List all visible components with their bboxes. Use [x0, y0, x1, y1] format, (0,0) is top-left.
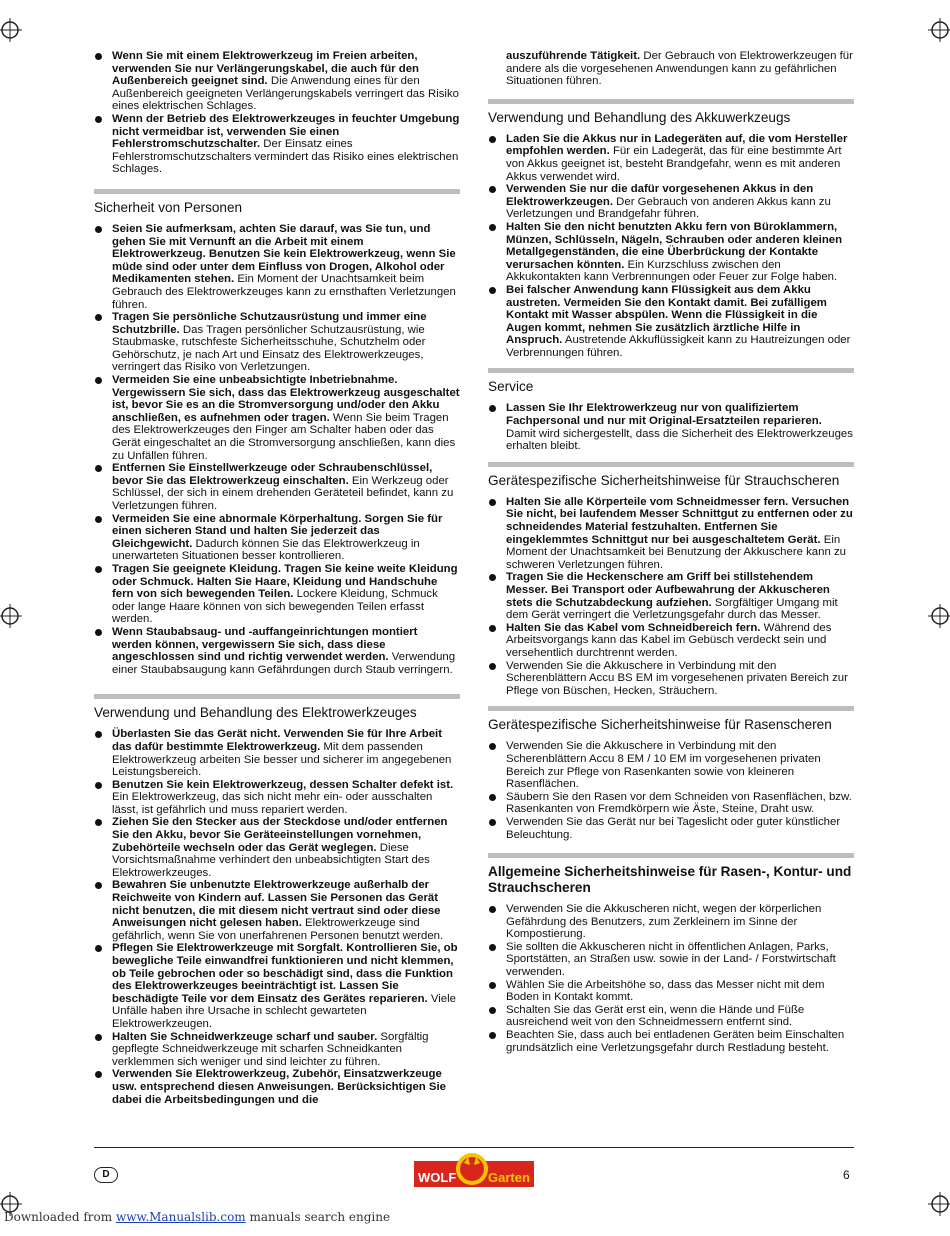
list-item-bold: Wenn der Betrieb des Elektrowerkzeuges in feuchter Umgebung nicht vermeidbar ist, verwenden Sie einen Fehlerstromschutzschalter. — [112, 112, 460, 151]
watermark-suffix: manuals search engine — [245, 1210, 391, 1224]
bullet-icon — [489, 906, 496, 913]
list-item-text: Ein Moment der Unachtsamkeit bei Benutzung der Akkuschere kann zu schweren Verletzungen führen. — [506, 533, 847, 571]
list-item — [94, 311, 460, 374]
list-item — [488, 183, 854, 221]
section-divider — [488, 99, 854, 104]
list-item — [488, 133, 854, 183]
list-item-bold: Entfernen Sie Einstellwerkzeuge oder Schraubenschlüssel, bevor Sie das Elektrowerkzeug einschalten. — [112, 462, 433, 487]
download-watermark — [4, 1210, 390, 1224]
watermark-prefix: Downloaded from — [4, 1210, 116, 1224]
list-item-text: Lockere Kleidung, Schmuck oder lange Haare können von sich bewegenden Teilen erfasst werden. — [112, 588, 438, 626]
bullet-icon — [95, 731, 102, 738]
list-item — [488, 791, 854, 816]
wolf-garten-logo — [414, 1153, 534, 1189]
list-item — [488, 941, 854, 979]
continuation-text: Der Gebrauch von Elektrowerkzeugen für andere als die vorgesehenen Anwendungen kann zu gefährlichen Situationen führen. — [506, 50, 853, 88]
personen-list — [94, 223, 460, 676]
bullet-icon — [95, 377, 102, 384]
list-item — [94, 513, 460, 563]
list-item-bold: Tragen Sie geeignete Kleidung. Tragen Sie keine weite Kleidung oder Schmuck. Halten Sie Haare, Kleidung und Handschuhe fern von sich bewegenden Teilen. — [112, 562, 458, 601]
page-number: 6 — [843, 1168, 850, 1182]
list-item-bold: Halten Sie Schneidwerkzeuge scharf und sauber. — [112, 1030, 378, 1043]
list-item-bold: Ziehen Sie den Stecker aus der Steckdose und/oder entfernen Sie den Akku, bevor Sie Geräteeinstellungen vornehmen, Zubehörteile wechseln oder das Gerät weglegen. — [112, 816, 448, 854]
section-title-strauch: Gerätespezifische Sicherheitshinweise für Strauchscheren — [488, 472, 840, 488]
language-badge: D — [94, 1167, 118, 1183]
bullet-icon — [489, 186, 496, 193]
strauch-list — [488, 496, 854, 698]
list-item — [488, 221, 854, 284]
list-item-text: Die Anwendung eines für den Außenbereich geeigneten Verlängerungskabels verringert das Risiko eines elektrischen Schlages. — [112, 75, 459, 113]
list-item — [488, 979, 854, 1004]
section-strauch — [488, 462, 854, 698]
bullet-icon — [95, 882, 102, 889]
list-item-text: Damit wird sichergestellt, dass die Sicherheit des Elektrowerkzeuges erhalten bleibt. — [506, 427, 853, 453]
list-item — [94, 942, 460, 1030]
bullet-icon — [489, 794, 496, 801]
list-item-text: Ein Moment der Unachtsamkeit beim Gebrauch des Elektrowerkzeuges kann zu ernsthaften Verletzungen führen. — [112, 273, 456, 311]
bullet-icon — [95, 226, 102, 233]
list-item-bold: Vermeiden Sie eine abnormale Körperhaltung. Sorgen Sie für einen sicheren Stand und halten Sie jederzeit das Gleichgewicht. — [112, 512, 443, 550]
list-item — [94, 1068, 460, 1106]
list-item-bold: Verwenden Sie Elektrowerkzeug, Zubehör, Einsatzwerkzeuge usw. entsprechend diesen Anweisungen. Berücksichtigen Sie dabei die Arbeitsbedingungen und die — [112, 1068, 446, 1106]
bullet-icon — [489, 405, 496, 412]
list-item-text: Ein Werkzeug oder Schlüssel, der sich in einem drehenden Geräteteil befindet, kann zu Verletzungen führen. — [112, 474, 454, 512]
list-item — [488, 284, 854, 360]
list-item-bold: Verwenden Sie nur die dafür vorgesehenen Akkus in den Elektrowerkzeugen. — [506, 183, 814, 208]
list-item-bold: Wenn Staubabsaug- und -auffangeinrichtungen montiert werden können, vergewissern Sie sich, dass diese angeschlossen sind und richtig verwendet werden. — [112, 625, 418, 664]
section-title-personen: Sicherheit von Personen — [94, 199, 243, 215]
bullet-icon — [95, 516, 102, 523]
crop-mark-icon — [0, 604, 22, 628]
bullet-icon — [489, 743, 496, 750]
logo-graphic — [414, 1153, 534, 1189]
rasen-list — [488, 740, 854, 841]
list-item-bold: Tragen Sie die Heckenschere am Griff bei stillstehendem Messer. Bei Transport oder Aufbewahrung der Akkuscheren stets die Schutzabdeckung aufziehen. — [506, 571, 830, 609]
list-item-text: Elektrowerkzeuge sind gefährlich, wenn Sie von unerfahrenen Personen benutzt werden. — [112, 917, 444, 942]
list-item-bold: Seien Sie aufmerksam, achten Sie darauf, was Sie tun, und gehen Sie mit Vernunft an die Arbeit mit einem Elektrowerkzeug. Benutzen Sie kein Elektrowerkzeug, wenn Sie müde sind oder unter dem Einfluss von Drogen, Alkohol oder Medikamenten stehen. — [112, 222, 456, 286]
intro-list — [94, 50, 460, 176]
bullet-icon — [95, 53, 102, 60]
akku-list — [488, 133, 854, 360]
bullet-icon — [489, 819, 496, 826]
list-item — [488, 660, 854, 698]
section-divider — [488, 853, 854, 858]
list-item-bold: Benutzen Sie kein Elektrowerkzeug, dessen Schalter defekt ist. — [112, 778, 454, 791]
list-item-text: Mit dem passenden Elektrowerkzeug arbeiten Sie besser und sicherer im angegebenen Leistungsbereich. — [112, 740, 452, 779]
list-item — [94, 462, 460, 512]
list-item-bold: Bei falscher Anwendung kann Flüssigkeit aus dem Akku austreten. Vermeiden Sie den Kontakt damit. Bei zufälligem Kontakt mit Wasser abspülen. Wenn die Flüssigkeit in die Augen kommt, nehmen Sie zusätzlich ärztliche Hilfe in Anspruch. — [506, 283, 827, 347]
list-item — [94, 563, 460, 626]
manualslib-link[interactable]: www.Manualslib.com — [115, 1210, 246, 1224]
section-elektro — [94, 694, 460, 1106]
list-item-bold: Überlasten Sie das Gerät nicht. Verwenden Sie für Ihre Arbeit das dafür bestimmte Elektrowerkzeug. — [112, 728, 443, 753]
section-title-service: Service — [488, 379, 534, 395]
list-item — [94, 879, 460, 942]
list-item-text: Schalten Sie das Gerät erst ein, wenn die Hände und Füße ausreichend weit von den Schneidmessern entfernt sind. — [506, 1003, 805, 1029]
list-item-bold: Laden Sie die Akkus nur in Ladegeräten auf, die vom Hersteller empfohlen werden. — [506, 132, 848, 158]
list-item-text: Verwenden Sie die Akkuschere in Verbindung mit den Scherenblättern Accu 8 EM / 10 EM im vorgesehenen privaten Bereich zur Pflege von Rasenkanten sowie von kleineren Rasenflächen. — [506, 740, 821, 791]
section-divider — [488, 368, 854, 373]
bullet-icon — [95, 782, 102, 789]
section-allgemein — [488, 853, 854, 1054]
crop-mark-icon — [928, 18, 950, 42]
bullet-icon — [489, 499, 496, 506]
service-list — [488, 402, 854, 452]
list-item — [488, 740, 854, 790]
list-item-bold: Halten Sie alle Körperteile vom Schneidmesser fern. Versuchen Sie nicht, bei laufendem Messer Schnittgut zu entfernen oder zu schneidendes Material festzuhalten. Entfernen Sie eingeklemmtes Schnittgut nur bei ausgeschaltetem Gerät. — [506, 495, 853, 546]
list-item-bold: Vermeiden Sie eine unbeabsichtigte Inbetriebnahme. Vergewissern Sie sich, dass das Elektrowerkzeug ausgeschaltet ist, bevor Sie es an die Stromversorgung und/oder den Akku anschließen, es aufnehmen oder tragen. — [112, 374, 460, 424]
list-item — [94, 50, 460, 113]
bullet-icon — [489, 625, 496, 632]
section-divider — [94, 694, 460, 699]
bullet-icon — [489, 944, 496, 951]
section-title-elektro: Verwendung und Behandlung des Elektrowerkzeuges — [94, 705, 417, 721]
allgemein-list — [488, 903, 854, 1054]
list-item-text: Dadurch können Sie das Elektrowerkzeug in unerwarteten Situationen besser kontrollieren. — [112, 537, 420, 563]
list-item — [94, 113, 460, 176]
continuation-bold: auszuführende Tätigkeit. — [506, 50, 641, 62]
list-item — [488, 1004, 854, 1029]
list-item-bold: Tragen Sie persönliche Schutzausrüstung und immer eine Schutzbrille. — [112, 311, 427, 336]
list-item-bold: Halten Sie den nicht benutzten Akku fern von Büroklammern, Münzen, Schlüsseln, Nägeln, Schrauben oder anderen kleinen Metallgegenständen, die eine Überbrückung der Kontakte verursachen könnten. — [506, 220, 843, 271]
list-item-text: Sorgfältiger Umgang mit dem Gerät verringert die Verletzungsgefahr durch das Messer. — [506, 596, 838, 622]
bullet-icon — [489, 574, 496, 581]
bullet-icon — [95, 819, 102, 826]
bullet-icon — [95, 629, 102, 636]
list-item — [488, 622, 854, 660]
section-divider — [488, 462, 854, 467]
left-column — [94, 50, 460, 1106]
list-item — [94, 626, 460, 676]
list-item — [488, 496, 854, 572]
bullet-icon — [95, 116, 102, 123]
section-title-allgemein: Allgemeine Sicherheitshinweise für Rasen-, Kontur- und Strauchscheren — [488, 864, 852, 896]
list-item-text: Sie sollten die Akkuscheren nicht in öffentlichen Anlagen, Parks, Sportstätten, an Straßen usw. sowie in der Land- / Forstwirtschaft verwenden. — [506, 940, 836, 979]
crop-mark-icon — [928, 1192, 950, 1216]
bullet-icon — [95, 314, 102, 321]
list-item — [94, 816, 460, 879]
list-item — [488, 402, 854, 452]
bullet-icon — [489, 1007, 496, 1014]
bullet-icon — [95, 1034, 102, 1041]
list-item — [94, 374, 460, 462]
crop-mark-icon — [0, 18, 22, 42]
list-item-text: Während des Arbeitsvorgangs kann das Kabel im Gebüsch verdeckt sein und versehentlich durchtrennt werden. — [506, 621, 832, 659]
logo-wolf-text: WOLF — [418, 1170, 457, 1185]
list-item — [488, 571, 854, 621]
bullet-icon — [489, 663, 496, 670]
bullet-icon — [489, 1032, 496, 1039]
list-item-text: Beachten Sie, dass auch bei entladenen Geräten beim Einschalten grundsätzlich eine Verletzungsgefahr durch Restladung besteht. — [506, 1029, 845, 1054]
list-item-text: Säubern Sie den Rasen vor dem Schneiden von Rasenflächen, bzw. Rasenkanten von Fremdkörpern wie Äste, Steine, Draht usw. — [506, 790, 852, 816]
list-item-text: Diese Vorsichtsmaßnahme verhindert den unbeabsichtigten Start des Elektrowerkzeuges. — [112, 841, 430, 879]
bullet-icon — [95, 465, 102, 472]
list-item-text: Wählen Sie die Arbeitshöhe so, dass das Messer nicht mit dem Boden in Kontakt kommt. — [506, 978, 825, 1004]
bullet-icon — [95, 1071, 102, 1078]
section-divider — [488, 706, 854, 711]
list-item — [94, 1031, 460, 1069]
section-title-akku: Verwendung und Behandlung des Akkuwerkzeugs — [488, 109, 791, 125]
elektro-list — [94, 728, 460, 1106]
bullet-icon — [489, 287, 496, 294]
list-item-text: Der Gebrauch von anderen Akkus kann zu Verletzungen und Brandgefahr führen. — [506, 195, 831, 221]
section-title-rasen: Gerätespezifische Sicherheitshinweise für Rasenscheren — [488, 717, 832, 733]
crop-mark-icon — [928, 604, 950, 628]
list-item-text: Wenn Sie beim Tragen des Elektrowerkzeuges den Finger am Schalter haben oder das Gerät eingeschaltet an die Stromversorgung anschließen, kann dies zu Unfällen führen. — [112, 411, 456, 462]
bullet-icon — [95, 566, 102, 573]
list-item — [94, 223, 460, 311]
section-service — [488, 368, 854, 452]
list-item-text: Austretende Akkuflüssigkeit kann zu Hautreizungen oder Verbrennungen führen. — [506, 334, 851, 359]
list-item-text: Verwenden Sie das Gerät nur bei Tageslicht oder guter künstlicher Beleuchtung. — [506, 815, 841, 841]
list-item-text: Ein Elektrowerkzeug, das sich nicht mehr ein- oder ausschalten lässt, ist gefährlich und muss repariert werden. — [112, 791, 433, 816]
list-item — [94, 728, 460, 778]
logo-garten-text: Garten — [488, 1170, 530, 1185]
logo-wolf-face — [460, 1157, 484, 1181]
footer-divider — [94, 1147, 854, 1148]
list-item — [488, 816, 854, 841]
list-item-bold: Lassen Sie Ihr Elektrowerkzeug nur von qualifiziertem Fachpersonal und nur mit Original-Ersatzteilen reparieren. — [506, 402, 822, 428]
continuation-paragraph — [488, 50, 854, 88]
bullet-icon — [489, 982, 496, 989]
list-item-bold: Bewahren Sie unbenutzte Elektrowerkzeuge außerhalb der Reichweite von Kindern auf. Lassen Sie Personen das Gerät nicht benutzen, die mit diesem nicht vertraut sind oder diese Anweisungen nicht gelesen haben. — [112, 879, 441, 930]
section-personen — [94, 189, 460, 676]
list-item-text: Das Tragen persönlicher Schutzausrüstung, wie Staubmaske, rutschfeste Sicherheitsschuhe, Schutzhelm oder Gehörschutz, je nach Art und Einsatz des Elektrowerkzeuges, verringert das Risiko von Verletzungen. — [112, 323, 426, 374]
list-item-text: Verwendung einer Staubabsaugung kann Gefährdungen durch Staub verringern. — [112, 651, 456, 676]
section-akku — [488, 99, 854, 360]
list-item-bold: Pflegen Sie Elektrowerkzeuge mit Sorgfalt. Kontrollieren Sie, ob bewegliche Teile einwandfrei funktionieren und nicht klemmen, ob Teile gebrochen oder so beschädigt sind, dass die Funktion des Elektrowerkzeuges beeinträchtigt ist. Lassen Sie beschädigte Teile vor dem Einsatz des Gerätes reparieren. — [112, 942, 458, 1005]
list-item-bold: Halten Sie das Kabel vom Schneidbereich fern. — [506, 621, 761, 634]
list-item — [94, 779, 460, 817]
list-item — [488, 1029, 854, 1054]
bullet-icon — [95, 945, 102, 952]
list-item-text: Ein Kurzschluss zwischen den Akkukontakten kann Verbrennungen oder Feuer zur Folge haben. — [506, 258, 838, 284]
section-rasen — [488, 706, 854, 841]
list-item-text: Verwenden Sie die Akkuschere in Verbindung mit den Scherenblättern Accu BS EM im vorgesehenen privaten Bereich zur Pflege von Büschen, Hecken, Sträuchern. — [506, 659, 848, 697]
list-item-text: Verwenden Sie die Akkuscheren nicht, wegen der körperlichen Gefährdung des Benutzers, zum Zerkleinern im Sinne der Kompostierung. — [506, 903, 822, 941]
list-item-text: Sorgfältig gepflegte Schneidwerkzeuge mit scharfen Schneidkanten verklemmen sich weniger und sind leichter zu führen. — [112, 1030, 429, 1068]
section-divider — [94, 189, 460, 194]
list-item-bold: Wenn Sie mit einem Elektrowerkzeug im Freien arbeiten, verwenden Sie nur Verlängerungskabel, die auch für den Außenbereich geeignet sind. — [112, 50, 420, 88]
right-column — [488, 50, 854, 1054]
list-item — [488, 903, 854, 941]
list-item-text: Für ein Ladegerät, das für eine bestimmte Art von Akkus geeignet ist, besteht Brandgefahr, wenn es mit anderen Akkus verwendet wird. — [506, 145, 842, 183]
list-item-text: Viele Unfälle haben ihre Ursache in schlecht gewarteten Elektrowerkzeugen. — [112, 992, 456, 1030]
list-item-text: Der Einsatz eines Fehlerstromschutzschalters vermindert das Risiko eines elektrischen Schlages. — [112, 138, 459, 176]
crop-mark-icon — [0, 1192, 22, 1216]
bullet-icon — [489, 224, 496, 231]
bullet-icon — [489, 136, 496, 143]
